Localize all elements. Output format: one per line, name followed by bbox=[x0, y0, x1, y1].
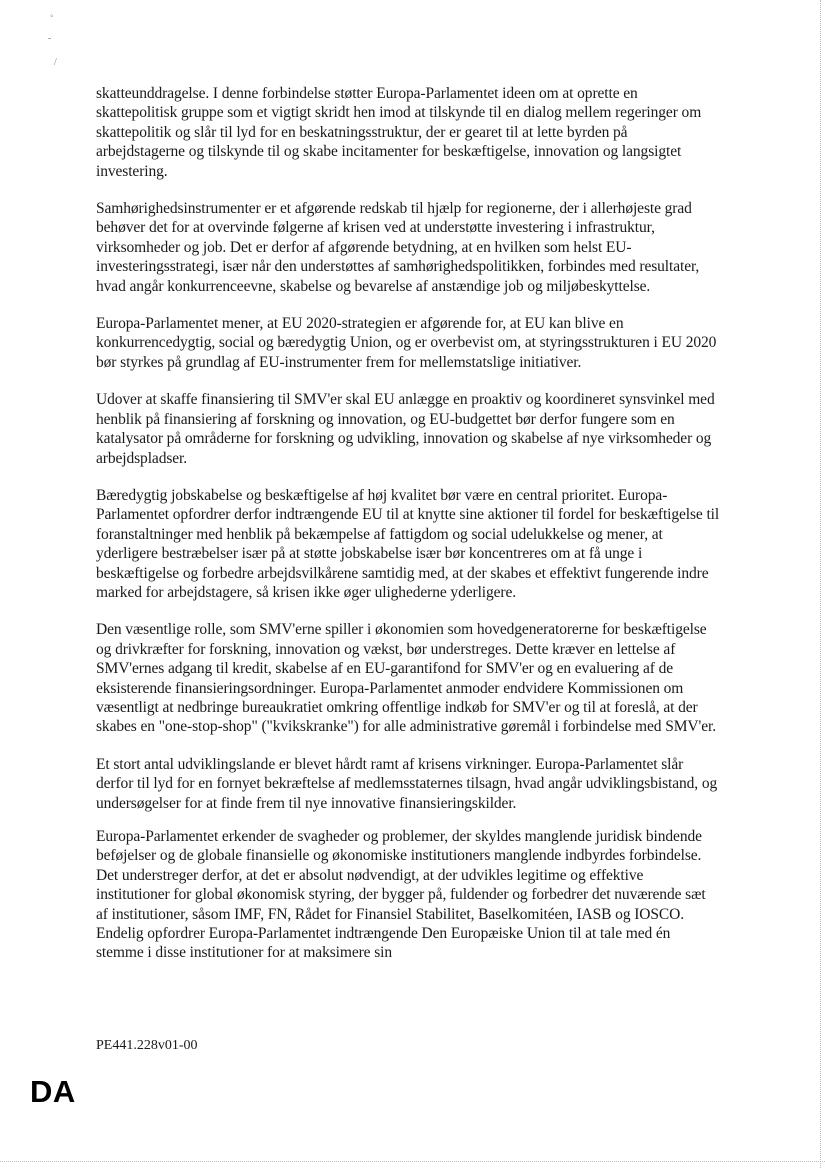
paragraph-eu2020-strategy: Europa-Parlamentet mener, at EU 2020-strategien er afgørende for, at EU kan blive en konkurrencedygtig, social og bæredygtig Union, og er overbevist om, at styringsstrukturen i EU 2020 bør styrkes på grundlag af EU-instrumenter frem for mellemstatslige initiativer. bbox=[96, 315, 717, 371]
scan-edge-right bbox=[819, 0, 821, 1168]
paragraph-cohesion-instruments: Samhørighedsinstrumenter er et afgørende redskab til hjælp for regionerne, der i allerhøjeste grad behøver det for at overvinde følgerne af krisen ved at understøtte investering i infrastruktur, virksomheder og job. Det er derfor af afgørende betydning, at en hvilken som helst EU-investeringsstrategi, især når den understøttes af samhørighedspolitikken, forbindes med resultater, hvad angår konkurrenceevne, skabelse og bevarelse af anstændige job og miljøbeskyttelse. bbox=[96, 200, 700, 295]
paragraph-global-institutions: Europa-Parlamentet erkender de svagheder og problemer, der skyldes manglende juridisk bindende beføjelser og de globale finansielle og økonomiske institutioners manglende indbyrdes forbindelse. Det understreger derfor, at det er absolut nødvendigt, at der udvikles legitime og effektive institutioner for global økonomisk styring, der bygger på, fuldender og forbedrer det nuværende sæt af institutioner, såsom IMF, FN, Rådet for Finansiel Stabilitet, Baselkomitéen, IASB og IOSCO. Endelig opfordrer Europa-Parlamentet indtrængende Den Europæiske Union til at tale med én stemme i disse institutioner for at maksimere sin bbox=[96, 828, 706, 962]
paragraph-tax-policy: skatteunddragelse. I denne forbindelse støtter Europa-Parlamentet ideen om at oprette en skattepolitisk gruppe som et vigtigt skridt hen imod at tilskynde til en dialog mellem regeringer om skattepolitik og slår til lyd for en beskatningsstruktur, der er gearet til at lette byrden på arbejdstagerne og tilskynde til og skabe incitamenter for beskæftigelse, innovation og langsigtet investering. bbox=[96, 85, 702, 180]
paragraph-job-creation: Bæredygtig jobskabelse og beskæftigelse af høj kvalitet bør være en central prioritet. Europa-Parlamentet opfordrer derfor indtrængende EU til at knytte sine aktioner til fordel for beskæftigelse til foranstaltninger med henblik på bekæmpelse af fattigdom og social udelukkelse og mener, at yderligere bestræbelser især på at støtte jobskabelse især bør koncentreres om at få unge i beskæftigelse og forbedre arbejdsvilkårene samtidig med, at der skabes et effektivt fungerende indre marked for arbejdstagere, så krisen ikke øger ulighederne yderligere. bbox=[96, 486, 720, 601]
scan-speck: ◦ bbox=[50, 11, 54, 22]
language-code: DA bbox=[30, 1074, 76, 1109]
paragraph-developing-countries: Et stort antal udviklingslande er blevet hårdt ramt af krisens virkninger. Europa-Parlamentet slår derfor til lyd for en fornyet bekræftelse af medlemsstaternes tilsagn, hvad angår udviklingsbistand, og undersøgelser for at finde frem til nye innovative finansieringskilder. bbox=[96, 755, 718, 812]
scan-edge-bottom bbox=[0, 1160, 825, 1162]
paragraph-sme-role: Den væsentlige rolle, som SMV'erne spiller i økonomien som hovedgeneratorerne for beskæftigelse og drivkræfter for forskning, innovation og vækst, bør understreges. Dette kræver en lettelse af SMV'ernes adgang til kredit, skabelse af en EU-garantifond for SMV'er og en evaluering af de eksisterende finansieringsordninger. Europa-Parlamentet anmoder endvidere Kommissionen om væsentligt at nedbringe bureaukratiet omkring offentlige indkøb for SMV'er og til at foreslå, at der skabes en "one-stop-shop" ("kvikskranke") for alle administrative gøremål i forbindelse med SMV'er. bbox=[96, 621, 716, 736]
scan-speck: - bbox=[48, 33, 52, 44]
scan-speck: / bbox=[54, 57, 57, 68]
paragraph-research-financing: Udover at skaffe finansiering til SMV'er skal EU anlægge en proaktiv og koordineret synsvinkel med henblik på finansiering af forskning og innovation, og EU-budgettet bør derfor fungere som en katalysator på områderne for forskning og udvikling, innovation og skabelse af nye virksomheder og arbejdspladser. bbox=[96, 391, 715, 467]
document-body bbox=[96, 84, 720, 981]
document-reference-number: PE441.228v01-00 bbox=[96, 1038, 198, 1053]
